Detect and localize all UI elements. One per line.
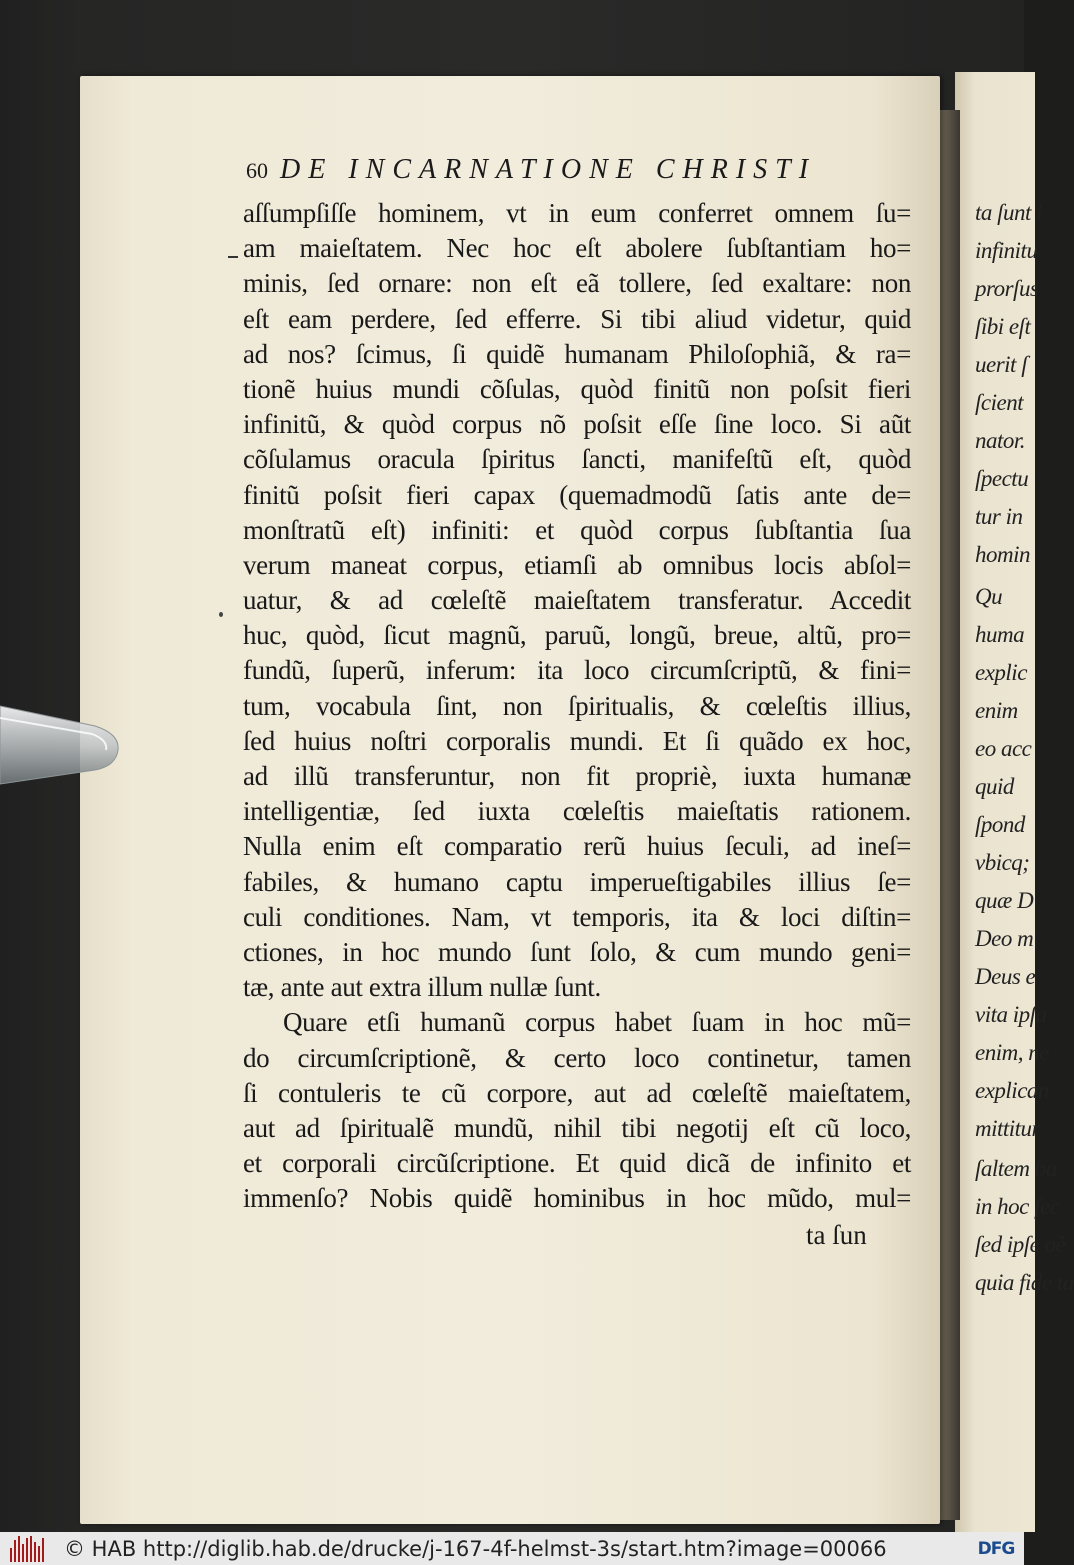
text-line: huc, quòd, ſicut magnũ, paruũ, longũ, breue, altũ, pro= bbox=[243, 620, 911, 651]
text-line: fabiles, & humano captu imperueſtigabiles illius ſe= bbox=[243, 866, 911, 897]
text-line: culi conditiones. Nam, vt temporis, ita & loci diſtin= bbox=[243, 901, 911, 932]
facing-page-fragment: Deo m bbox=[975, 926, 1034, 951]
text-line: cõſulamus oracula ſpiritus ſancti, manifeſtũ eſt, quòd bbox=[243, 444, 911, 475]
facing-page-fragment: Qu bbox=[975, 584, 1003, 609]
facing-page-fragment: vita ipſa bbox=[975, 1002, 1047, 1027]
text-line: tæ, ante aut extra illum nullæ ſunt. bbox=[243, 972, 601, 1003]
hab-logo-bar bbox=[30, 1536, 32, 1562]
facing-page-fragment: ta ſunt i bbox=[975, 200, 1043, 225]
hab-logo-bar bbox=[34, 1542, 36, 1562]
facing-page-fragment: prorſus bbox=[975, 276, 1039, 301]
facing-page-fragment: eo acc bbox=[975, 736, 1032, 761]
facing-page-fragment: mittitur bbox=[975, 1116, 1041, 1141]
text-line: ſi contuleris te cũ corpore, aut ad cœleſtẽ maieſtatem, bbox=[243, 1077, 911, 1108]
text-line: Quare etſi humanũ corpus habet ſuam in hoc mũ= bbox=[283, 1007, 911, 1038]
hab-logo-bar bbox=[42, 1538, 44, 1562]
facing-page-fragment: ſed ipſe oẽ bbox=[975, 1232, 1066, 1257]
facing-page-fragment: explican bbox=[975, 1078, 1049, 1103]
text-line: ad illũ transferuntur, non fit propriè, iuxta humanæ bbox=[243, 761, 911, 791]
hab-logo-bar bbox=[18, 1536, 20, 1562]
facing-page-fragment: quid bbox=[975, 774, 1014, 799]
facing-page-fragment: enim, ne bbox=[975, 1040, 1049, 1065]
text-line: eſt eam perdere, ſed efferre. Si tibi aliud videtur, quid bbox=[243, 303, 911, 334]
citation-link[interactable]: © HAB http://diglib.hab.de/drucke/j-167-4f-helmst-3s/start.htm?image=00066 bbox=[64, 1536, 887, 1561]
facing-page-fragment: quia fide ta bbox=[975, 1270, 1074, 1295]
facing-page-fragment: enim bbox=[975, 698, 1018, 723]
text-line: intelligentiæ, ſed iuxta cœleſtis maieſtatis rationem. bbox=[243, 796, 911, 827]
text-block bbox=[243, 196, 911, 1216]
footer-bar bbox=[0, 1532, 1024, 1565]
hab-logo-bar bbox=[22, 1544, 24, 1562]
text-line: ad nos? ſcimus, ſi quidẽ humanam Philoſophiã, & ra= bbox=[243, 338, 911, 369]
marginal-dot bbox=[219, 612, 223, 617]
text-line: ctiones, in hoc mundo ſunt ſolo, & cum mundo geni= bbox=[243, 936, 911, 967]
hab-logo-bar bbox=[10, 1548, 12, 1562]
hab-logo-icon bbox=[10, 1536, 46, 1562]
text-line: minis, ſed ornare: non eſt eã tollere, ſed exaltare: non bbox=[243, 268, 911, 299]
facing-page-fragment: huma bbox=[975, 622, 1025, 647]
dfg-logo-text: DFG bbox=[977, 1538, 1015, 1559]
text-line: et corporali circũſcriptione. Et quid dicã de infinito et bbox=[243, 1148, 911, 1179]
text-line: am maieſtatem. Nec hoc eſt abolere ſubſtantiam ho= bbox=[243, 233, 911, 264]
catchword: ta ſun bbox=[806, 1220, 867, 1250]
facing-page-fragment: ſpond bbox=[975, 812, 1025, 837]
hab-logo-bar bbox=[14, 1540, 16, 1562]
text-line: immenſo? Nobis quidẽ hominibus in hoc mũdo, mul= bbox=[243, 1183, 911, 1214]
hab-logo-bar bbox=[38, 1546, 40, 1562]
facing-page-fragment: ſpectu bbox=[975, 466, 1029, 491]
text-line: tionẽ huius mundi cõſulas, quòd finitũ non poſsit fieri bbox=[243, 373, 911, 404]
running-head bbox=[246, 154, 906, 194]
facing-page-fragment: ſaltem ba bbox=[975, 1156, 1057, 1181]
text-line: monſtratũ eſt) infiniti: et quòd corpus ſubſtantia ſua bbox=[243, 514, 911, 545]
text-line: Nulla enim eſt comparatio rerũ huius ſeculi, ad ineſ= bbox=[243, 831, 911, 862]
text-line: uatur, & ad cœleſtẽ maieſtatem transferatur. Accedit bbox=[243, 585, 911, 616]
facing-page-fragment: nator. bbox=[975, 428, 1026, 453]
facing-page-fragment: explic bbox=[975, 660, 1027, 685]
glass-clip bbox=[0, 700, 130, 790]
text-line: aſſumpſiſſe hominem, vt in eum conferret omnem ſu= bbox=[243, 198, 911, 228]
facing-page-fragment: homin bbox=[975, 542, 1030, 567]
facing-page-fragment: in hoc ſec bbox=[975, 1194, 1060, 1219]
facing-page-fragment: ſibi eſt bbox=[975, 314, 1031, 339]
hab-logo-bar bbox=[26, 1538, 28, 1562]
facing-page-fragment: Deus e bbox=[975, 964, 1036, 989]
text-line: do circumſcriptionẽ, & certo loco continetur, tamen bbox=[243, 1042, 911, 1073]
facing-page bbox=[955, 72, 1074, 1532]
facing-page-fragment: uerit ſ bbox=[975, 352, 1028, 377]
text-line: ſed huius noſtri corporalis mundi. Et ſi quãdo ex hoc, bbox=[243, 725, 911, 756]
text-line: aut ad ſpiritualẽ mundũ, nihil tibi negotij eſt cũ loco, bbox=[243, 1112, 911, 1143]
text-line: finitũ poſsit fieri capax (quemadmodũ ſatis ante de= bbox=[243, 479, 911, 510]
running-title: DE INCARNATIONE CHRISTI bbox=[280, 154, 817, 185]
text-line: tum, vocabula ſint, non ſpiritualis, & cœleſtis illius, bbox=[243, 690, 911, 721]
page-number: 60 bbox=[246, 158, 268, 183]
facing-page-fragment: vbicq; bbox=[975, 850, 1030, 875]
facing-page-fragment: quæ D bbox=[975, 888, 1034, 913]
facing-page-fragment: infinitu bbox=[975, 238, 1038, 263]
text-line: infinitũ, & quòd corpus nõ poſsit eſſe ſine loco. Si aũt bbox=[243, 409, 911, 440]
dfg-logo-icon bbox=[974, 1536, 1018, 1561]
marginal-mark bbox=[228, 256, 238, 258]
facing-page-fragment: ſcient bbox=[975, 390, 1024, 415]
text-line: fundũ, ſuperũ, inferum: ita loco circumſcriptũ, & fini= bbox=[243, 655, 911, 686]
facing-page-fragment: tur in bbox=[975, 504, 1023, 529]
text-line: verum maneat corpus, etiamſi ab omnibus locis abſol= bbox=[243, 549, 911, 580]
